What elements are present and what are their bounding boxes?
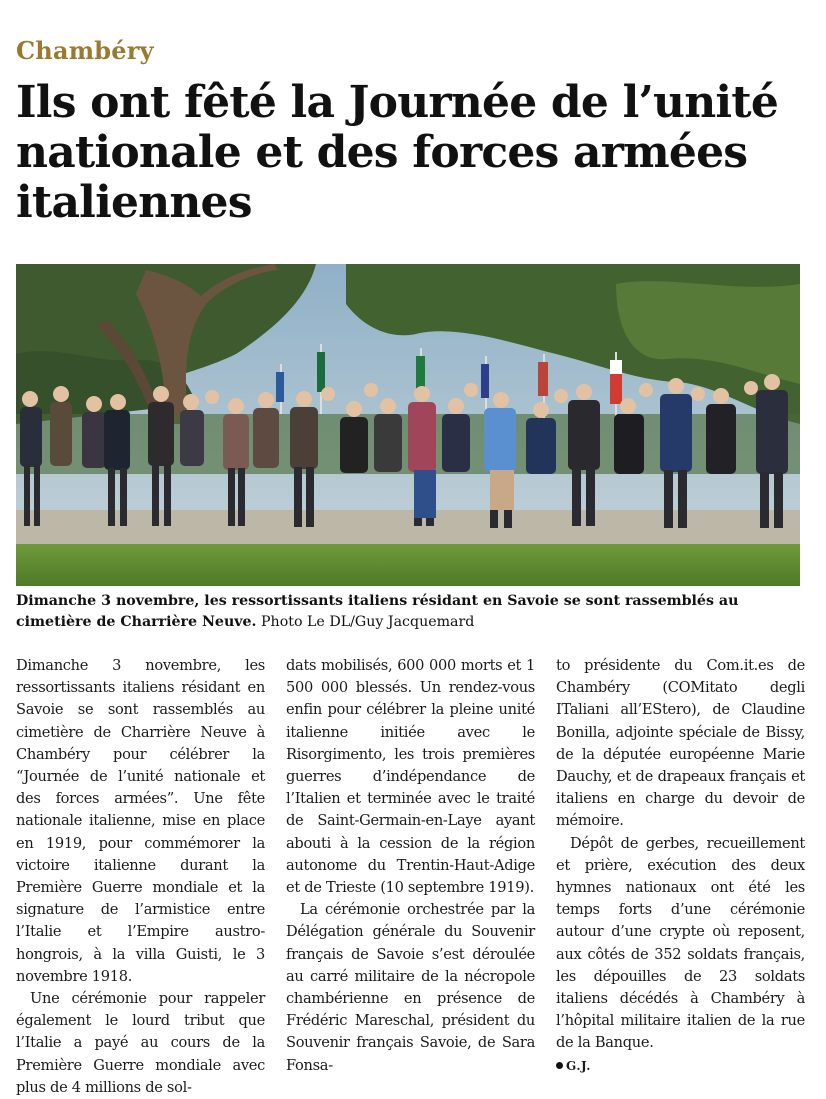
photo-caption: [16, 591, 806, 633]
headline: Ils ont fêté la Journée de l’unité nationale et des forces armées italiennes: [16, 77, 779, 228]
author-signature: [556, 1055, 805, 1077]
section-kicker: Chambéry: [16, 36, 154, 65]
group-photo: [16, 264, 800, 586]
paragraph: Dimanche 3 novembre, les ressortissants italiens résidant en Savoie se sont rassemblés au cimetière de Charrière Neuve à Chambéry pour célébrer la “Journée de l’unité nationale et des forces armées”. Une fête nationale italienne, mise en place en 1919, pour commémorer la victoire italienne durant la Première Guerre mondiale et la signature de l’armistice entre l’Italie et l’Empire austro-hongrois, à la villa Guisti, le 3 novembre 1918.: [16, 657, 265, 985]
caption-lead: Dimanche 3 novembre, les ressortissants italiens résidant en Savoie se sont rassemblés au cimetière de Charrière Neuve.: [16, 593, 739, 630]
paragraph: La cérémonie orchestrée par la Délégation générale du Souvenir français de Savoie s’est déroulée au carré militaire de la nécropole chambérienne en présence de Frédéric Mareschal, président du Souvenir français Savoie, de Sara Fonsa-: [286, 901, 535, 1074]
text-column-3: [556, 655, 805, 1077]
paragraph: Une cérémonie pour rappeler également le lourd tribut que l’Italie a payé au cours de la Première Guerre mondiale avec plus de 4 millions de sol-: [16, 990, 265, 1096]
signature-text: G.J.: [566, 1058, 591, 1073]
text-column-2: [286, 655, 535, 1077]
paragraph: dats mobilisés, 600 000 morts et 1 500 000 blessés. Un rendez-vous enfin pour célébrer la pleine unité italienne initiée avec le Risorgimento, les trois premières guerres d’indépendance de l’Italien et terminée avec le traité de Saint-Germain-en-Laye ayant abouti à la cession de la région autonome du Trentin-Haut-Adige et de Trieste (10 septembre 1919).: [286, 657, 535, 897]
photo-illustration: [16, 264, 800, 586]
photo-credit: Photo Le DL/Guy Jacquemard: [261, 614, 475, 630]
bullet-icon: [556, 1062, 563, 1069]
paragraph: to présidente du Com.it.es de Chambéry (COMitato degli ITaliani all’EStero), de Claudine Bonilla, adjointe spéciale de Bissy, de la députée européenne Marie Dauchy, et de drapeaux français et italiens en charge du devoir de mémoire.: [556, 657, 805, 830]
paragraph: Dépôt de gerbes, recueillement et prière, exécution des deux hymnes nationaux ont été les temps forts d’une cérémonie autour d’une crypte où reposent, aux côtés de 352 soldats français, les dépouilles de 23 soldats italiens décédés à Chambéry à l’hôpital militaire italien de la rue de la Banque.: [556, 834, 805, 1052]
text-column-1: [16, 655, 265, 1099]
